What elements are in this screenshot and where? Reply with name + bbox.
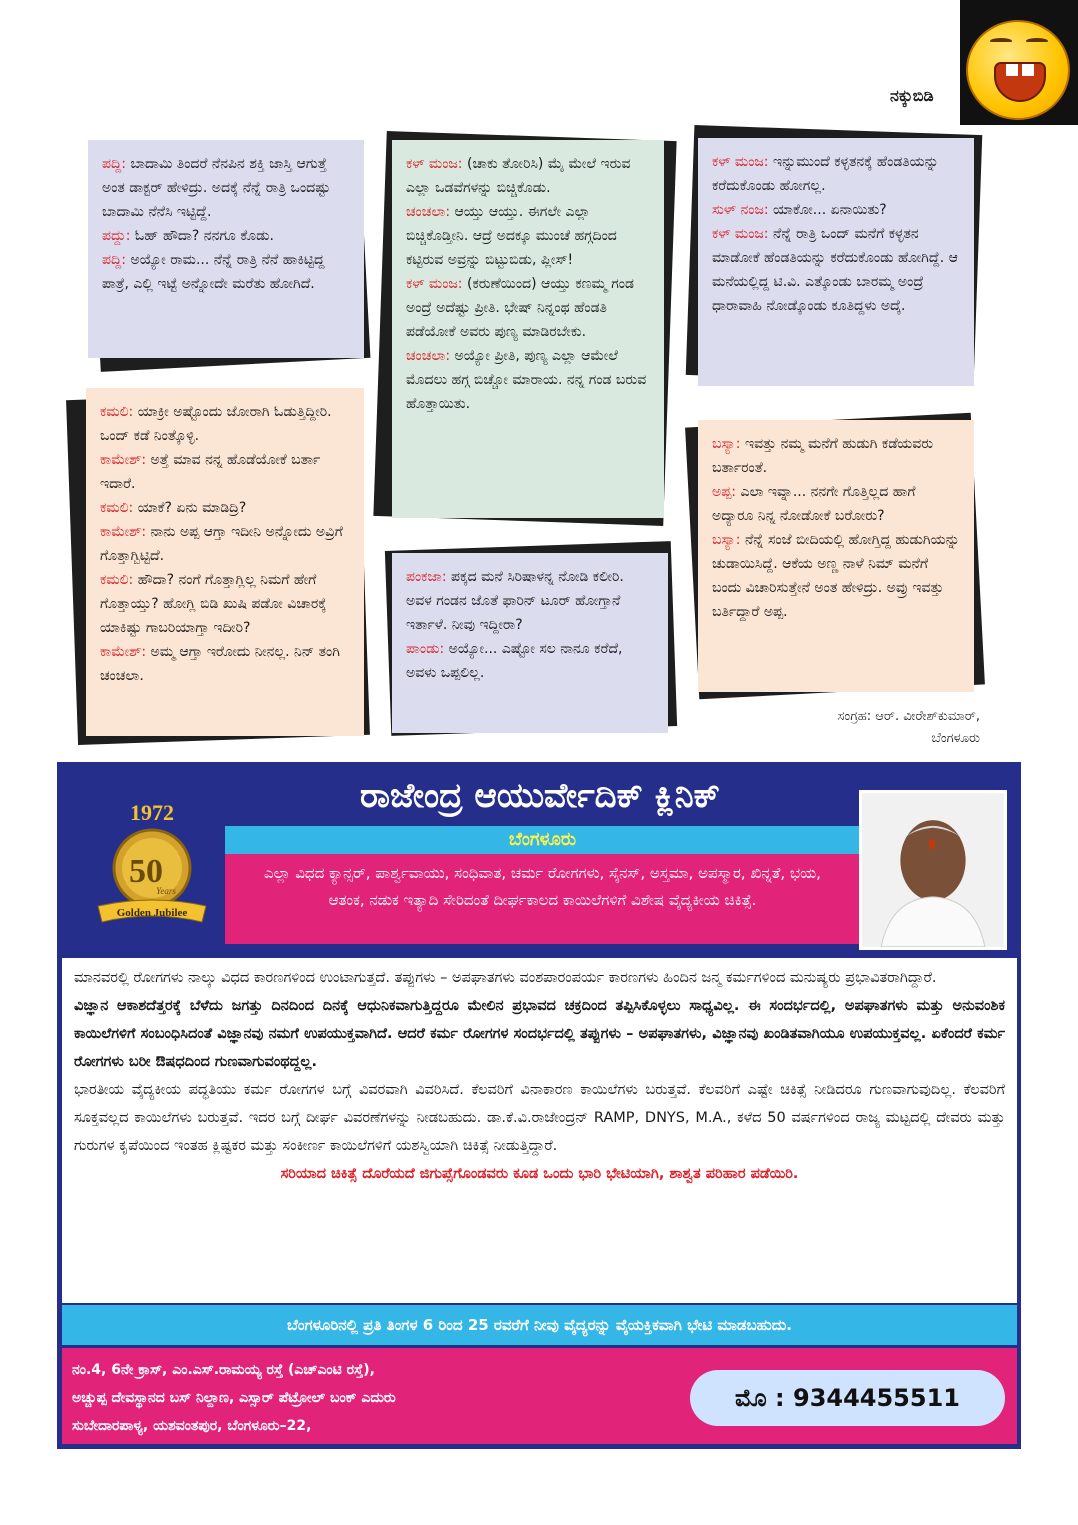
dialogue-text: ಹೌದಾ? ನಂಗೆ ಗೊತ್ತಾಗ್ಲಿಲ್ಲ ನಿಮಗೆ ಹೇಗೆ ಗೊತ್ತಾಯ್ತು? ಹೋಗ್ಲಿ ಬಿಡಿ ಖುಷಿ ಪಡೋ ವಿಚಾರಕ್ಕೆ ಯಾಕಿಷ್ಟು ಗಾಬರಿಯಾಗ್ತಾ ಇದೀರಿ? <box>100 572 327 636</box>
dialogue-line <box>100 496 350 520</box>
dialogue-text: ಅತ್ತೆ ಮಾವ ನನ್ನ ಹೊಡೆಯೋಕೆ ಬರ್ತಾ ಇದಾರೆ. <box>100 452 321 492</box>
dialogue-line <box>712 528 960 624</box>
medal-years-word: Years <box>156 886 176 896</box>
section-label: ನಕ್ಕುಬಿಡಿ <box>890 86 934 105</box>
dialogue-text: ನಾನು ಅಪ್ಪ ಆಗ್ತಾ ಇದೀನಿ ಅನ್ನೋದು ಅವ್ರಿಗೆ ಗೊತ್ತಾಗ್ಬಿಟ್ಟಿದೆ. <box>100 524 343 564</box>
speaker-name: ಕಳ್ ಮಂಜ: <box>406 156 463 172</box>
speaker-name: ಬಸ್ಯಾ: <box>712 532 741 548</box>
speaker-name: ಕಮಲಿ: <box>100 500 134 516</box>
dialogue-line <box>100 568 350 640</box>
dialogue-text: ಯಾಕೆ? ಏನು ಮಾಡಿದ್ರಿ? <box>133 500 247 516</box>
clinic-city: ಬೆಂಗಳೂರು <box>225 826 860 854</box>
joke-card-5 <box>698 138 974 386</box>
phone-number: ಮೊ : 9344455511 <box>690 1370 1005 1426</box>
dialogue-text: (ಕರುಣೆಯಿಂದ) ಆಯ್ತು ಕಣಮ್ಮ ಗಂಡ ಅಂದ್ರೆ ಅದೆಷ್ಟು ಪ್ರೀತಿ. ಭೇಷ್ ನಿನ್ನಂಥ ಹೆಂಡತಿ ಪಡೆಯೋಕೆ ಅವರು ಪುಣ್ಯ ಮಾಡಿರಬೇಕು. <box>406 276 634 340</box>
dialogue-line <box>406 637 654 685</box>
credit-line: ಬೆಂಗಳೂರು <box>931 731 980 746</box>
dialogue-text: ಇನ್ನುಮುಂದೆ ಕಳ್ಳತನಕ್ಕೆ ಹೆಂಡತಿಯನ್ನು ಕರೆದುಕೊಂಡು ಹೋಗಲ್ಲ. <box>712 154 939 194</box>
left-eye-icon <box>990 38 1012 44</box>
dialogue-line <box>406 344 650 416</box>
address-line: ಅಚ್ಚುಪ್ಪ ದೇವಸ್ಥಾನದ ಬಸ್ ನಿಲ್ದಾಣ, ಎಸ್ಸಾರ್ ಪೆಟ್ರೋಲ್ ಬಂಕ್ ಎದುರು <box>72 1390 396 1406</box>
dialogue-line <box>712 198 960 222</box>
dialogue-line <box>712 480 960 528</box>
dialogue-line <box>406 565 654 637</box>
doctor-portrait <box>859 790 1007 950</box>
dialogue-line <box>102 248 350 296</box>
speaker-name: ಪಂಕಜಾ: <box>406 569 447 585</box>
speaker-name: ಸುಳ್ ನಂಜ: <box>712 202 769 218</box>
dialogue-text: ಎಲಾ ಇವ್ನಾ... ನನಗೇ ಗೊತ್ತಿಲ್ಲದ ಹಾಗೆ ಅದ್ಯಾರೂ ನಿನ್ನ ನೋಡೋಕೆ ಬರೋರು? <box>712 484 916 524</box>
speaker-name: ಕಳ್ ಮಂಜ: <box>712 154 769 170</box>
dialogue-text: ಬಾದಾಮಿ ತಿಂದರೆ ನೆನಪಿನ ಶಕ್ತಿ ಜಾಸ್ತಿ ಆಗುತ್ತೆ ಅಂತ ಡಾಕ್ಟರ್ ಹೇಳಿದ್ರು. ಅದಕ್ಕೆ ನೆನ್ನೆ ರಾತ್ರಿ ಒಂದಷ್ಟು ಬಾದಾಮಿ ನೆನೆಸಿ ಇಟ್ಟಿದ್ದೆ. <box>102 156 331 220</box>
dialogue-text: ಅಮ್ಮ ಆಗ್ತಾ ಇರೋದು ನೀನಲ್ಲ. ನಿನ್ ತಂಗಿ ಚಂಚಲಾ. <box>100 644 340 684</box>
speaker-name: ಚಂಚಲಾ: <box>406 204 451 220</box>
clinic-description <box>62 958 1017 1303</box>
dialogue-text: ಆಯ್ತು ಆಯ್ತು. ಈಗಲೇ ಎಲ್ಲಾ ಬಿಚ್ಚಿಕೊಡ್ತೀನಿ. ಆದ್ರೆ ಅದಕ್ಕೂ ಮುಂಚೆ ಹಗ್ಗದಿಂದ ಕಟ್ಟಿರುವ ಅವ್ರನ್ನು ಬಿಟ್ಟುಬಿಡು, ಪ್ಲೀಸ್! <box>406 204 617 268</box>
dialogue-text: ಇವತ್ತು ನಮ್ಮ ಮನೆಗೆ ಹುಡುಗಿ ಕಡೆಯವರು ಬರ್ತಾರಂತೆ. <box>712 436 934 476</box>
dialogue-line <box>100 448 350 496</box>
tooth-icon <box>1022 64 1034 76</box>
speaker-name: ಕಮಲಿ: <box>100 404 134 420</box>
speaker-name: ಪದ್ದು: <box>102 228 131 244</box>
joke-card-3 <box>392 140 664 518</box>
medal-number: 50 <box>129 853 163 890</box>
speaker-name: ಕಮಲಿ: <box>100 572 134 588</box>
speaker-name: ಕಾಮೇಶ್: <box>100 452 147 468</box>
speaker-name: ಬಸ್ಯಾ: <box>712 436 741 452</box>
dialogue-line <box>100 520 350 568</box>
dialogue-text: ಅಯ್ಯೋ ರಾಮ... ನೆನ್ನೆ ರಾತ್ರಿ ನೆನೆ ಹಾಕಿಟ್ಟಿದ್ದ ಪಾತ್ರೆ, ಎಲ್ಲಿ ಇಟ್ಟೆ ಅನ್ನೋದೇ ಮರೆತು ಹೋಗಿದೆ. <box>102 252 325 292</box>
description-paragraph: ವಿಜ್ಞಾನ ಆಕಾಶದೆತ್ತರಕ್ಕೆ ಬೆಳೆದು ಜಗತ್ತು ದಿನದಿಂದ ದಿನಕ್ಕೆ ಆಧುನಿಕವಾಗುತ್ತಿದ್ದರೂ ಮೇಲಿನ ಪ್ರಭಾವದ ಚಕ್ರದಿಂದ ತಪ್ಪಿಸಿಕೊಳ್ಳಲು ಸಾಧ್ಯವಿಲ್ಲ. ಈ ಸಂದರ್ಭದಲ್ಲಿ, ಅಪಘಾತಗಳು ಮತ್ತು ಅನುವಂಶಿಕ ಕಾಯಿಲೆಗಳಿಗೆ ಸಂಬಂಧಿಸಿದಂತೆ ವಿಜ್ಞಾನವು ನಮಗೆ ಉಪಯುಕ್ತವಾಗಿದೆ. ಆದರೆ ಕರ್ಮ ರೋಗಗಳ ಸಂದರ್ಭದಲ್ಲಿ ತಪ್ಪುಗಳು – ಅಪಘಾತಗಳು, ವಿಜ್ಞಾನವು ಖಂಡಿತವಾಗಿಯೂ ಉಪಯುಕ್ತವಲ್ಲ. ಏಕೆಂದರೆ ಕರ್ಮ ರೋಗಗಳು ಬರೀ ಔಷಧದಿಂದ ಗುಣವಾಗುವಂಥದ್ದಲ್ಲ. <box>74 998 1005 1070</box>
medal-ribbon-text: Golden Jubilee <box>116 907 188 919</box>
visit-info: ಬೆಂಗಳೂರಿನಲ್ಲಿ ಪ್ರತಿ ತಿಂಗಳ 6 ರಿಂದ 25 ರವರೆಗೆ ನೀವು ವೈದ್ಯರನ್ನು ವೈಯಕ್ತಿಕವಾಗಿ ಭೇಟಿ ಮಾಡಬಹುದು. <box>62 1305 1017 1345</box>
speaker-name: ಪದ್ದಿ: <box>102 252 127 268</box>
speaker-name: ಕಳ್ ಮಂಜ: <box>712 226 769 242</box>
dialogue-text: ನೆನ್ನೆ ರಾತ್ರಿ ಒಂದ್ ಮನೆಗೆ ಕಳ್ಳತನ ಮಾಡೋಕೆ ಹೆಂಡತಿಯನ್ನು ಕರೆದುಕೊಂಡು ಹೋಗಿದ್ದೆ. ಆ ಮನೆಯಲ್ಲಿದ್ದ ಟಿ.ವಿ. ಎತ್ಕೊಂಡು ಬಾರಮ್ಮ ಅಂದ್ರೆ ಧಾರಾವಾಹಿ ನೋಡ್ಕೊಂಡು ಕೂತಿದ್ದಳು ಅದ್ಕೆ. <box>712 226 958 314</box>
dialogue-line <box>102 152 350 224</box>
highlight-line: ಸರಿಯಾದ ಚಿಕಿತ್ಸೆ ದೊರೆಯದೆ ಜಿಗುಪ್ಸೆಗೊಂಡವರು ಕೂಡ ಒಂದು ಭಾರಿ ಭೇಟಿಯಾಗಿ, ಶಾಶ್ವತ ಪರಿಹಾರ ಪಡೆಯಿರಿ. <box>280 1166 799 1182</box>
clinic-services: ಎಲ್ಲಾ ವಿಧದ ಕ್ಯಾನ್ಸರ್, ಪಾರ್ಶ್ವವಾಯು, ಸಂಧಿವಾತ, ಚರ್ಮ ರೋಗಗಳು, ಸೈನಸ್, ಅಸ್ತಮಾ, ಅಪಸ್ಮಾರ, ಖಿನ್ನತೆ, ಭಯ, ಆತಂಕ, ನಡುಕ ಇತ್ಯಾದಿ ಸೇರಿದಂತೆ ದೀರ್ಘಕಾಲದ ಕಾಯಿಲೆಗಳಿಗೆ ವಿಶೇಷ ವೈದ್ಯಕೀಯ ಚಿಕಿತ್ಸೆ. <box>225 854 860 944</box>
dialogue-text: ನೆನ್ನೆ ಸಂಜೆ ಬೀದಿಯಲ್ಲಿ ಹೋಗ್ತಿದ್ದ ಹುಡುಗಿಯನ್ನು ಚುಡಾಯಿಸಿದ್ದೆ. ಆಕೆಯ ಅಣ್ಣ ನಾಳೆ ನಿಮ್ ಮನೆಗೆ ಬಂದು ವಿಚಾರಿಸುತ್ತೇನೆ ಅಂತ ಹೇಳಿದ್ರು. ಅವ್ರು ಇವತ್ತು ಬರ್ತಿದ್ದಾರೆ ಅಪ್ಪ. <box>712 532 960 620</box>
dialogue-line <box>100 640 350 688</box>
dialogue-line <box>712 222 960 318</box>
dialogue-line <box>406 272 650 344</box>
dialogue-line <box>406 152 650 200</box>
joke-card-4 <box>392 553 668 733</box>
speaker-name: ಕಾಮೇಶ್: <box>100 524 147 540</box>
credit-line: ಸಂಗ್ರಹ: ಆರ್. ವೀರೇಶ್‌ಕುಮಾರ್, <box>837 709 980 724</box>
tooth-icon <box>1006 64 1018 76</box>
clinic-address <box>72 1356 612 1440</box>
joke-card-6 <box>698 420 974 692</box>
dialogue-line <box>100 400 350 448</box>
speaker-name: ಕಳ್ ಮಂಜ: <box>406 276 463 292</box>
dialogue-line <box>102 224 350 248</box>
dialogue-text: ಯಾಕ್ರೀ ಅಷ್ಟೊಂದು ಜೋರಾಗಿ ಓಡುತ್ತಿದ್ದೀರಿ. ಒಂದ್ ಕಡೆ ನಿಂತ್ಕೊಳ್ಳಿ. <box>100 404 332 444</box>
dialogue-text: ಅಯ್ಯೋ ಪ್ರೀತಿ, ಪುಣ್ಯ ಎಲ್ಲಾ ಆಮೇಲೆ ಮೊದಲು ಹಗ್ಗ ಬಿಚ್ಚೋ ಮಾರಾಯ. ನನ್ನ ಗಂಡ ಬರುವ ಹೊತ್ತಾಯಿತು. <box>406 348 647 412</box>
speaker-name: ಕಾಮೇಶ್: <box>100 644 147 660</box>
dialogue-text: ಓಹ್ ಹೌದಾ? ನನಗೂ ಕೊಡು. <box>130 228 274 244</box>
dialogue-text: ಅಯ್ಯೋ... ಎಷ್ಟೋ ಸಲ ನಾನೂ ಕರೆದೆ, ಅವಳು ಒಪ್ಪಲಿಲ್ಲ. <box>406 641 623 681</box>
credit <box>720 706 980 750</box>
speaker-name: ಪಾಂಡು: <box>406 641 445 657</box>
golden-jubilee-medal-icon <box>92 798 212 928</box>
speaker-name: ಅಪ್ಪ: <box>712 484 736 500</box>
address-line: ನಂ.4, 6ನೇ ಕ್ರಾಸ್, ಎಂ.ಎಸ್.ರಾಮಯ್ಯ ರಸ್ತೆ (ಎಚ್‌ಎಂಟಿ ರಸ್ತೆ), <box>72 1362 375 1378</box>
dialogue-text: ಯಾಕೋ... ಏನಾಯಿತು? <box>768 202 887 218</box>
dialogue-line <box>712 432 960 480</box>
address-line: ಸುಬೇದಾರಪಾಳ್ಯ, ಯಶವಂತಪುರ, ಬೆಂಗಳೂರು–22, <box>72 1418 312 1434</box>
speaker-name: ಚಂಚಲಾ: <box>406 348 451 364</box>
joke-card-1 <box>88 140 364 358</box>
medal-year: 1972 <box>130 800 174 825</box>
dialogue-line <box>406 200 650 272</box>
description-paragraph: ಮಾನವರಲ್ಲಿ ರೋಗಗಳು ನಾಲ್ಕು ವಿಧದ ಕಾರಣಗಳಿಂದ ಉಂಟಾಗುತ್ತದೆ. ತಪ್ಪುಗಳು – ಅಪಘಾತಗಳು ವಂಶಪಾರಂಪರ್ಯ ಕಾರಣಗಳು ಹಿಂದಿನ ಜನ್ಮ ಕರ್ಮಗಳಿಂದ ಮನುಷ್ಯರು ಪ್ರಭಾವಿತರಾಗಿದ್ದಾರೆ. <box>74 970 937 986</box>
dialogue-line <box>712 150 960 198</box>
dialogue-text: (ಚಾಕು ತೋರಿಸಿ) ಮೈ ಮೇಲೆ ಇರುವ ಎಲ್ಲಾ ಒಡವೆಗಳನ್ನು ಬಿಚ್ಚಿಕೊಡು. <box>406 156 631 196</box>
dialogue-text: ಪಕ್ಕದ ಮನೆ ಸಿರಿಷಾಳನ್ನ ನೋಡಿ ಕಲೀರಿ. ಅವಳ ಗಂಡನ ಜೊತೆ ಫಾರಿನ್ ಟೂರ್ ಹೋಗ್ತಾನೆ ಇರ್ತಾಳೆ. ನೀವು ಇದ್ದೀರಾ? <box>406 569 624 633</box>
joke-card-2 <box>86 388 364 736</box>
description-paragraph: ಭಾರತೀಯ ವೈದ್ಯಕೀಯ ಪದ್ಧತಿಯು ಕರ್ಮ ರೋಗಗಳ ಬಗ್ಗೆ ವಿವರವಾಗಿ ವಿವರಿಸಿದೆ. ಕೆಲವರಿಗೆ ವಿನಾಕಾರಣ ಕಾಯಿಲೆಗಳು ಬರುತ್ತವೆ. ಕೆಲವರಿಗೆ ಎಷ್ಟೇ ಚಿಕಿತ್ಸೆ ನೀಡಿದರೂ ಗುಣವಾಗುವುದಿಲ್ಲ. ಕೆಲವರಿಗೆ ಸೂಕ್ತವಲ್ಲದ ಕಾಯಿಲೆಗಳು ಬರುತ್ತವೆ. ಇದರ ಬಗ್ಗೆ ದೀರ್ಘ ವಿವರಣೆಗಳನ್ನು ನೀಡಬಹುದು. ಡಾ.ಕೆ.ವಿ.ರಾಜೇಂದ್ರನ್ RAMP, DNYS, M.A., ಕಳೆದ 50 ವರ್ಷಗಳಿಂದ ರಾಜ್ಯ ಮಟ್ಟದಲ್ಲಿ ದೇವರು ಮತ್ತು ಗುರುಗಳ ಕೃಪೆಯಿಂದ ಇಂತಹ ಕ್ಲಿಷ್ಟಕರ ಮತ್ತು ಸಂಕೀರ್ಣ ಕಾಯಿಲೆಗಳಿಗೆ ಯಶಸ್ವಿಯಾಗಿ ಚಿಕಿತ್ಸೆ ನೀಡುತ್ತಿದ್ದಾರೆ. <box>74 1082 1005 1154</box>
speaker-name: ಪದ್ದಿ: <box>102 156 127 172</box>
clinic-title: ರಾಜೇಂದ್ರ ಆಯುರ್ವೇದಿಕ್ ಕ್ಲಿನಿಕ್ <box>360 776 720 816</box>
right-eye-icon <box>1026 38 1048 44</box>
